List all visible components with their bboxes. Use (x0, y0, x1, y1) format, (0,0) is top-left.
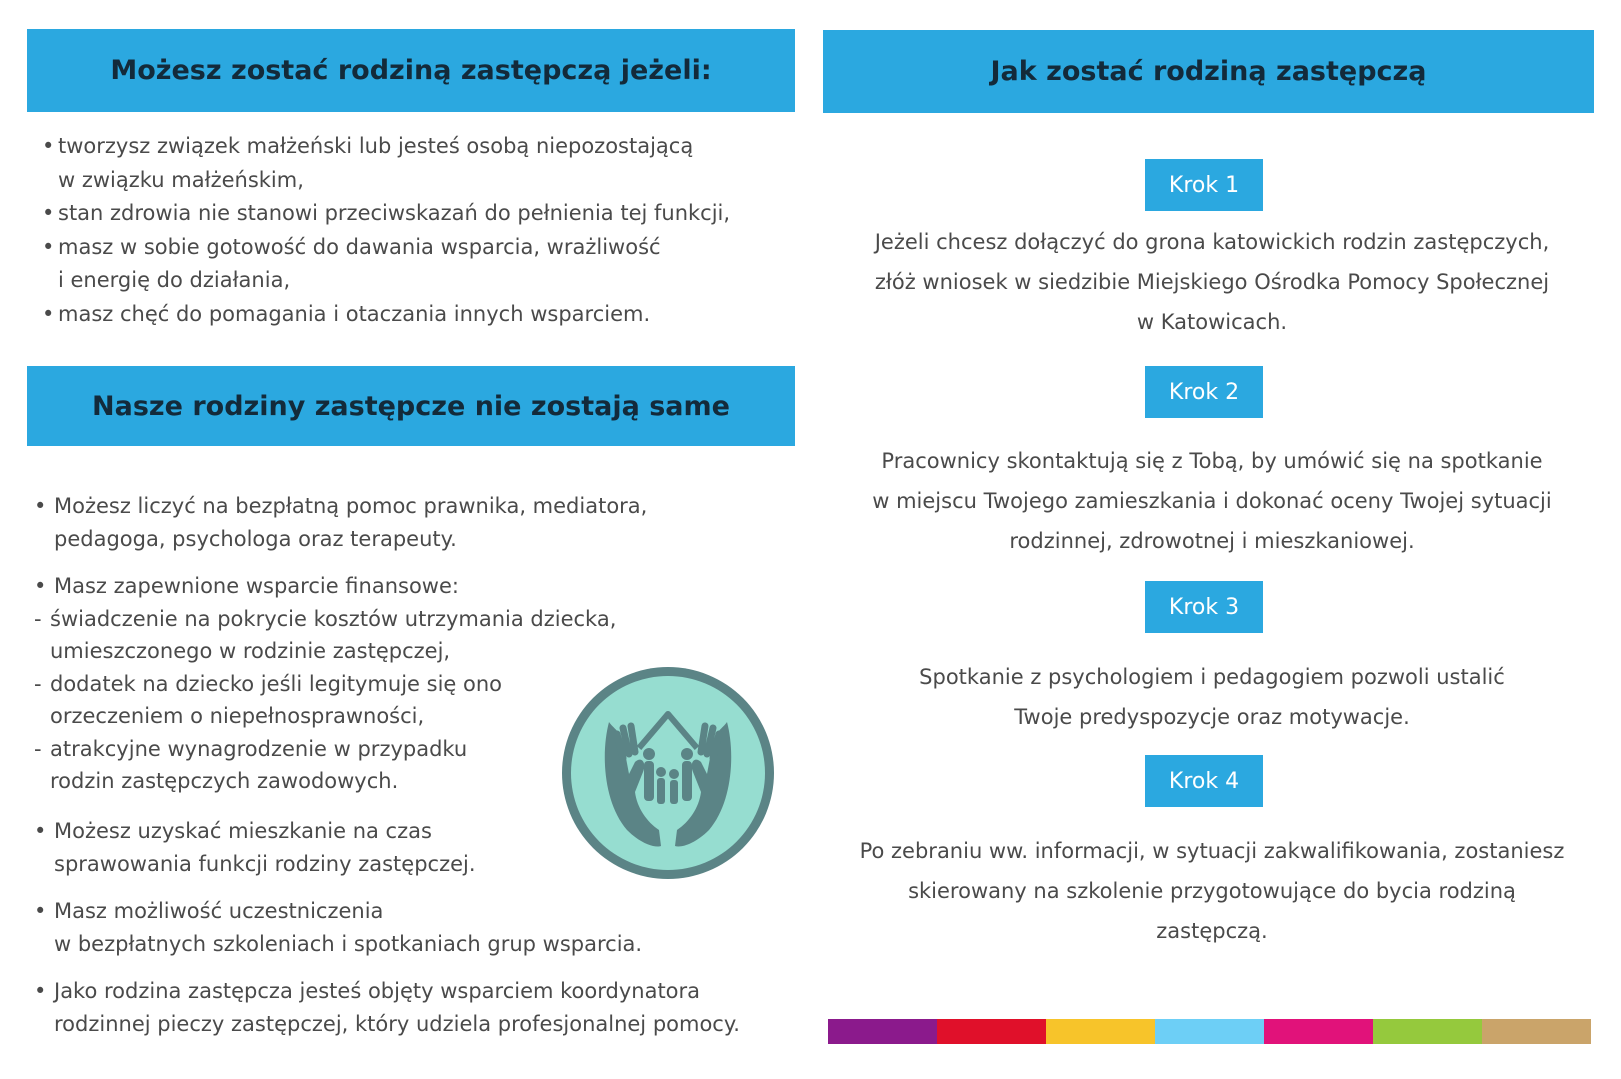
list-item-text: - dodatek na dziecko jeśli legitymuje się ono (50, 671, 503, 696)
step-text-line: Spotkanie z psychologiem i pedagogiem pozwoli ustalić (919, 665, 1505, 689)
sub-list-item (30, 733, 616, 798)
step-text-line: skierowany na szkolenie przygotowujące do bycia rodziną (908, 879, 1516, 903)
step-text-line: Po zebraniu ww. informacji, w sytuacji zakwalifikowania, zostaniesz (859, 839, 1565, 863)
sub-list-item (30, 668, 616, 733)
step-text-line: złóż wniosek w siedzibie Miejskiego Ośrodka Pomocy Społecznej (874, 270, 1550, 294)
step-3-text (822, 657, 1602, 737)
stripe-segment (937, 1019, 1046, 1044)
list-item-text: - atrakcyjne wynagrodzenie w przypadku (50, 736, 468, 761)
sub-list-item (30, 603, 616, 668)
list-item (30, 490, 647, 555)
list-item-text: sprawowania funkcji rodziny zastępczej. (54, 851, 476, 876)
list-item (42, 197, 802, 231)
list-item (30, 815, 476, 880)
step-label: Krok 3 (1168, 594, 1240, 620)
list-item-text: w bezpłatnych szkoleniach i spotkaniach grup wsparcia. (54, 931, 643, 956)
stripe-segment (1155, 1019, 1264, 1044)
list-item-text: • masz w sobie gotowość do dawania wsparcia, wrażliwość (58, 234, 661, 259)
list-item (30, 975, 740, 1040)
eligibility-list (42, 130, 802, 331)
step-text-line: Pracownicy skontaktują się z Tobą, by umówić się na spotkanie (881, 449, 1543, 473)
list-item-text: • Masz możliwość uczestniczenia (54, 899, 384, 923)
list-item-text: rodzin zastępczych zawodowych. (50, 769, 399, 793)
list-item-text: orzeczeniem o niepełnosprawności, (50, 704, 425, 728)
heading-support-text: Nasze rodziny zastępcze nie zostają same (92, 390, 730, 422)
list-item-text: • Możesz uzyskać mieszkanie na czas (54, 819, 432, 843)
step-4-badge (1145, 755, 1263, 807)
step-3-badge (1145, 581, 1263, 633)
heading-eligibility-text: Możesz zostać rodziną zastępczą jeżeli: (110, 55, 712, 86)
hands-family-icon (557, 662, 779, 884)
list-item (42, 298, 802, 332)
financial-support-group (30, 570, 616, 798)
list-item-text: • stan zdrowia nie stanowi przeciwskazań do pełnienia tej funkcji, (58, 201, 731, 225)
step-text-line: w Katowicach. (1136, 310, 1288, 334)
color-stripe (828, 1019, 1591, 1044)
stripe-segment (1046, 1019, 1155, 1044)
heading-steps-text: Jak zostać rodziną zastępczą (990, 56, 1427, 87)
step-text-line: w miejscu Twojego zamieszkania i dokonać oceny Twojej sytuacji (872, 489, 1552, 513)
stripe-segment (1373, 1019, 1482, 1044)
heading-support (27, 366, 795, 446)
list-item-text: • Możesz liczyć na bezpłatną pomoc prawnika, mediatora, (54, 494, 648, 518)
list-item-text: umieszczonego w rodzinie zastępczej, (50, 639, 451, 663)
step-label: Krok 1 (1168, 172, 1240, 198)
step-label: Krok 2 (1168, 379, 1240, 405)
list-item-text: rodzinnej pieczy zastępczej, który udziela profesjonalnej pomocy. (54, 1011, 740, 1036)
step-1-text (822, 222, 1602, 342)
step-2-badge (1145, 366, 1263, 418)
step-2-text (822, 441, 1602, 561)
step-text-line: Twoje predyspozycje oraz motywacje. (1014, 705, 1410, 729)
step-1-badge (1145, 159, 1263, 211)
list-item-text: i energię do działania, (58, 268, 291, 292)
list-item-text: - świadczenie na pokrycie kosztów utrzymania dziecka, (50, 606, 617, 631)
list-item (30, 570, 616, 603)
list-item (42, 231, 802, 298)
heading-eligibility (27, 29, 795, 112)
list-item-text: • Jako rodzina zastępcza jesteś objęty wsparciem koordynatora (54, 979, 701, 1003)
step-label: Krok 4 (1168, 768, 1240, 794)
stripe-segment (1264, 1019, 1373, 1044)
list-item-text: • masz chęć do pomagania i otaczania innych wsparciem. (58, 301, 651, 326)
list-item (30, 895, 642, 960)
step-text-line: zastępczą. (1156, 919, 1268, 943)
step-4-text (822, 831, 1602, 951)
step-text-line: rodzinnej, zdrowotnej i mieszkaniowej. (1009, 529, 1415, 553)
list-item-text: • tworzysz związek małżeński lub jesteś osobą niepozostającą (58, 134, 694, 158)
step-text-line: Jeżeli chcesz dołączyć do grona katowickich rodzin zastępczych, (874, 230, 1550, 254)
heading-steps (823, 30, 1594, 113)
list-item-text: pedagoga, psychologa oraz terapeuty. (54, 526, 457, 551)
stripe-segment (828, 1019, 937, 1044)
list-item (42, 130, 802, 197)
list-item-text: w związku małżeńskim, (58, 167, 304, 192)
list-item-text: • Masz zapewnione wsparcie finansowe: (54, 574, 459, 598)
stripe-segment (1482, 1019, 1591, 1044)
